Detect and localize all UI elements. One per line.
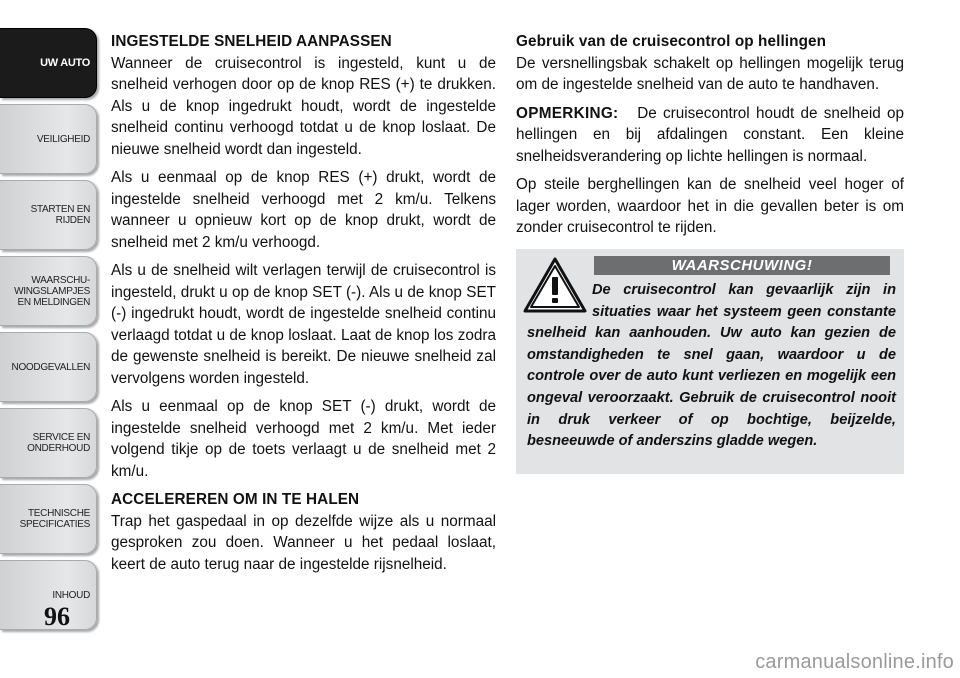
paragraph: Op steile berghellingen kan de snelheid veel hoger of lager worden, waardoor het in die gevallen beter is om zonder cruisecontrol te rijden.: [516, 176, 904, 236]
tab-label: SERVICE EN ONDERHOUD: [27, 432, 90, 454]
tab-technische-specificaties[interactable]: [0, 484, 97, 554]
page-number: 96: [44, 602, 70, 631]
tab-uw-auto[interactable]: [0, 28, 97, 98]
paragraph: Als u eenmaal op de knop RES (+) drukt, wordt de ingestelde snelheid verhoogd met 2 km/u. Telkens wanneer u opnieuw kort op de knop drukt, wordt de snelheid met 2 km/u verhoogd.: [111, 169, 496, 251]
section-heading: Gebruik van de cruisecontrol op hellingen: [516, 33, 827, 50]
note-text: De cruisecontrol houdt de snelheid op hellingen en bij afdalingen constant. Een kleine snelheidsverandering op lichte hellingen is normaal.: [516, 104, 904, 165]
warning-text: [527, 280, 896, 453]
warning-title: WAARSCHUWING!: [594, 256, 890, 275]
tab-label: INHOUD: [52, 589, 90, 601]
paragraph: Als u de snelheid wilt verlagen terwijl de cruisecontrol is ingesteld, drukt u op de knop SET (-). Als u de knop SET (-) ingedrukt houdt, wordt de ingestelde snelheid continu verlaagd totdat u de knop loslaat. Laat de knop los zodra de gewenste snelheid is bereikt. De nieuwe snelheid zal vervolgens worden ingesteld.: [111, 262, 496, 387]
right-column: [516, 31, 904, 246]
left-column: [111, 31, 496, 582]
paragraph: Trap het gaspedaal in op dezelfde wijze als u normaal gesproken zou doen. Wanneer u het pedaal loslaat, keert de auto terug naar de ingestelde rijsnelheid.: [111, 512, 496, 573]
tab-label: VEILIGHEID: [36, 133, 90, 145]
tab-label: NOODGEVALLEN: [11, 361, 90, 373]
note-label: OPMERKING:: [516, 104, 619, 122]
tab-service-en-onderhoud[interactable]: [0, 408, 97, 478]
tab-waarschuwingslampjes[interactable]: [0, 256, 97, 326]
tab-veiligheid[interactable]: [0, 104, 97, 174]
section-heading: INGESTELDE SNELHEID AANPASSEN: [111, 33, 392, 50]
tab-starten-en-rijden[interactable]: [0, 180, 97, 250]
tab-label: UW AUTO: [40, 56, 90, 69]
tab-label: STARTEN EN RIJDEN: [30, 204, 90, 226]
paragraph: Wanneer de cruisecontrol is ingesteld, kunt u de snelheid verhogen door op de knop RES (+) te drukken. Als u de knop ingedrukt houdt, wordt de ingestelde snelheid continu verhoogd totdat u de knop loslaat. De nieuwe snelheid wordt dan ingesteld.: [111, 54, 496, 158]
paragraph: Als u eenmaal op de knop SET (-) drukt, wordt de ingestelde snelheid verhoogd met 2 km/u. Met ieder volgend tikje op de toets verlaagt u de snelheid met 2 km/u.: [111, 398, 496, 480]
tab-label: TECHNISCHE SPECIFICATIES: [19, 508, 90, 530]
tab-noodgevallen[interactable]: [0, 332, 97, 402]
watermark: carmanualsonline.info: [755, 651, 954, 673]
note-paragraph: [516, 103, 904, 168]
warning-body: De cruisecontrol kan gevaarlijk zijn in situaties waar het systeem geen constante snelheid kan aanhouden. Uw auto kan gezien de omstandigheden te snel gaan, waardoor u de controle over de auto kunt verliezen en mogelijk een ongeval veroorzaakt. Gebruik de cruisecontrol nooit in druk verkeer of op bochtige, beijzelde, besneeuwde of anderszins gladde wegen.: [527, 282, 896, 450]
tab-label: WAARSCHU- WINGSLAMPJES EN MELDINGEN: [14, 274, 90, 308]
paragraph: De versnellingsbak schakelt op hellingen mogelijk terug om de ingestelde snelheid van de auto te handhaven.: [516, 54, 904, 93]
section-heading: ACCELEREREN OM IN TE HALEN: [111, 491, 360, 508]
